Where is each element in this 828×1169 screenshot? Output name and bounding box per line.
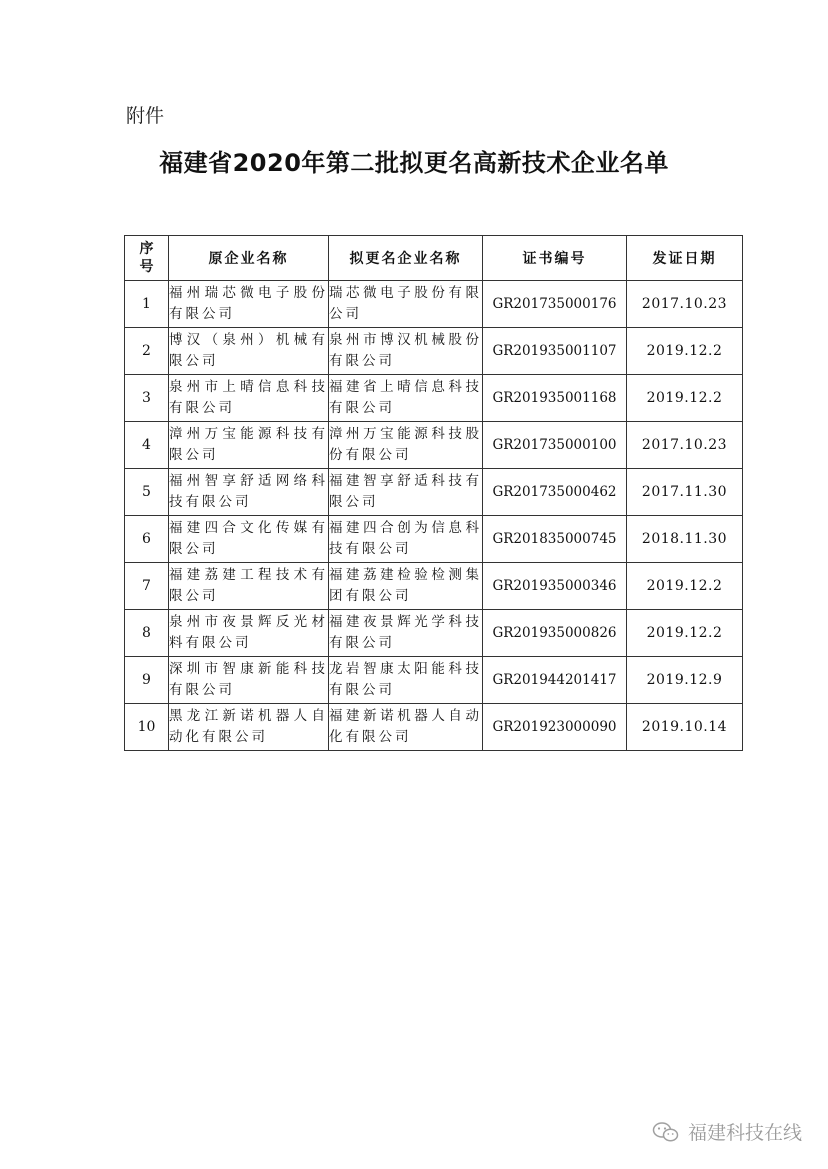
cell-cert-no: GR201735000100 xyxy=(483,422,627,469)
cell-issue-date: 2019.12.2 xyxy=(627,563,743,610)
cell-issue-date: 2017.10.23 xyxy=(627,422,743,469)
table-header-row xyxy=(125,236,743,281)
table-row xyxy=(125,469,743,516)
cell-issue-date: 2018.11.30 xyxy=(627,516,743,563)
cell-issue-date: 2017.10.23 xyxy=(627,281,743,328)
cell-seq: 5 xyxy=(125,469,169,516)
cell-cert-no: GR201923000090 xyxy=(483,704,627,751)
watermark-text: 福建科技在线 xyxy=(687,1122,802,1144)
cell-seq: 6 xyxy=(125,516,169,563)
header-issue-date: 发证日期 xyxy=(627,236,743,281)
cell-issue-date: 2019.12.2 xyxy=(627,375,743,422)
cell-new-name: 漳州万宝能源科技股份有限公司 xyxy=(329,422,483,469)
cell-seq: 3 xyxy=(125,375,169,422)
header-new-name: 拟更名企业名称 xyxy=(329,236,483,281)
cell-seq: 4 xyxy=(125,422,169,469)
cell-issue-date: 2019.12.9 xyxy=(627,657,743,704)
cell-seq: 10 xyxy=(125,704,169,751)
table-row xyxy=(125,516,743,563)
cell-original-name: 泉州市夜景辉反光材料有限公司 xyxy=(169,610,329,657)
table-body xyxy=(125,281,743,751)
header-original-name: 原企业名称 xyxy=(169,236,329,281)
cell-cert-no: GR201935001168 xyxy=(483,375,627,422)
enterprise-rename-table xyxy=(124,235,743,751)
cell-original-name: 漳州万宝能源科技有限公司 xyxy=(169,422,329,469)
table-row xyxy=(125,375,743,422)
cell-seq: 1 xyxy=(125,281,169,328)
table-row xyxy=(125,281,743,328)
cell-original-name: 深圳市智康新能科技有限公司 xyxy=(169,657,329,704)
cell-issue-date: 2019.12.2 xyxy=(627,328,743,375)
cell-original-name: 福建四合文化传媒有限公司 xyxy=(169,516,329,563)
cell-new-name: 龙岩智康太阳能科技有限公司 xyxy=(329,657,483,704)
cell-cert-no: GR201735000176 xyxy=(483,281,627,328)
table-row xyxy=(125,657,743,704)
page-title: 福建省2020年第二批拟更名高新技术企业名单 xyxy=(159,149,669,177)
cell-new-name: 福建新诺机器人自动化有限公司 xyxy=(329,704,483,751)
cell-new-name: 福建夜景辉光学科技有限公司 xyxy=(329,610,483,657)
cell-seq: 2 xyxy=(125,328,169,375)
cell-cert-no: GR201935000826 xyxy=(483,610,627,657)
table-row xyxy=(125,704,743,751)
attachment-label: 附件 xyxy=(126,105,165,127)
cell-seq: 7 xyxy=(125,563,169,610)
cell-cert-no: GR201835000745 xyxy=(483,516,627,563)
cell-original-name: 福州智享舒适网络科技有限公司 xyxy=(169,469,329,516)
header-cert-no: 证书编号 xyxy=(483,236,627,281)
table-row xyxy=(125,328,743,375)
cell-cert-no: GR201944201417 xyxy=(483,657,627,704)
cell-issue-date: 2017.11.30 xyxy=(627,469,743,516)
cell-original-name: 黑龙江新诺机器人自动化有限公司 xyxy=(169,704,329,751)
cell-cert-no: GR201935000346 xyxy=(483,563,627,610)
cell-cert-no: GR201735000462 xyxy=(483,469,627,516)
cell-issue-date: 2019.10.14 xyxy=(627,704,743,751)
cell-original-name: 泉州市上晴信息科技有限公司 xyxy=(169,375,329,422)
cell-new-name: 福建智享舒适科技有限公司 xyxy=(329,469,483,516)
cell-new-name: 福建省上晴信息科技有限公司 xyxy=(329,375,483,422)
table-row xyxy=(125,422,743,469)
cell-original-name: 福州瑞芯微电子股份有限公司 xyxy=(169,281,329,328)
cell-cert-no: GR201935001107 xyxy=(483,328,627,375)
cell-new-name: 泉州市博汉机械股份有限公司 xyxy=(329,328,483,375)
cell-seq: 9 xyxy=(125,657,169,704)
table-row xyxy=(125,610,743,657)
cell-new-name: 福建荔建检验检测集团有限公司 xyxy=(329,563,483,610)
cell-new-name: 瑞芯微电子股份有限公司 xyxy=(329,281,483,328)
cell-issue-date: 2019.12.2 xyxy=(627,610,743,657)
wechat-icon xyxy=(652,1121,680,1143)
table-row xyxy=(125,563,743,610)
cell-new-name: 福建四合创为信息科技有限公司 xyxy=(329,516,483,563)
cell-original-name: 福建荔建工程技术有限公司 xyxy=(169,563,329,610)
header-seq: 序号 xyxy=(125,236,169,281)
watermark xyxy=(652,1118,802,1145)
cell-original-name: 博汉（泉州）机械有限公司 xyxy=(169,328,329,375)
cell-seq: 8 xyxy=(125,610,169,657)
